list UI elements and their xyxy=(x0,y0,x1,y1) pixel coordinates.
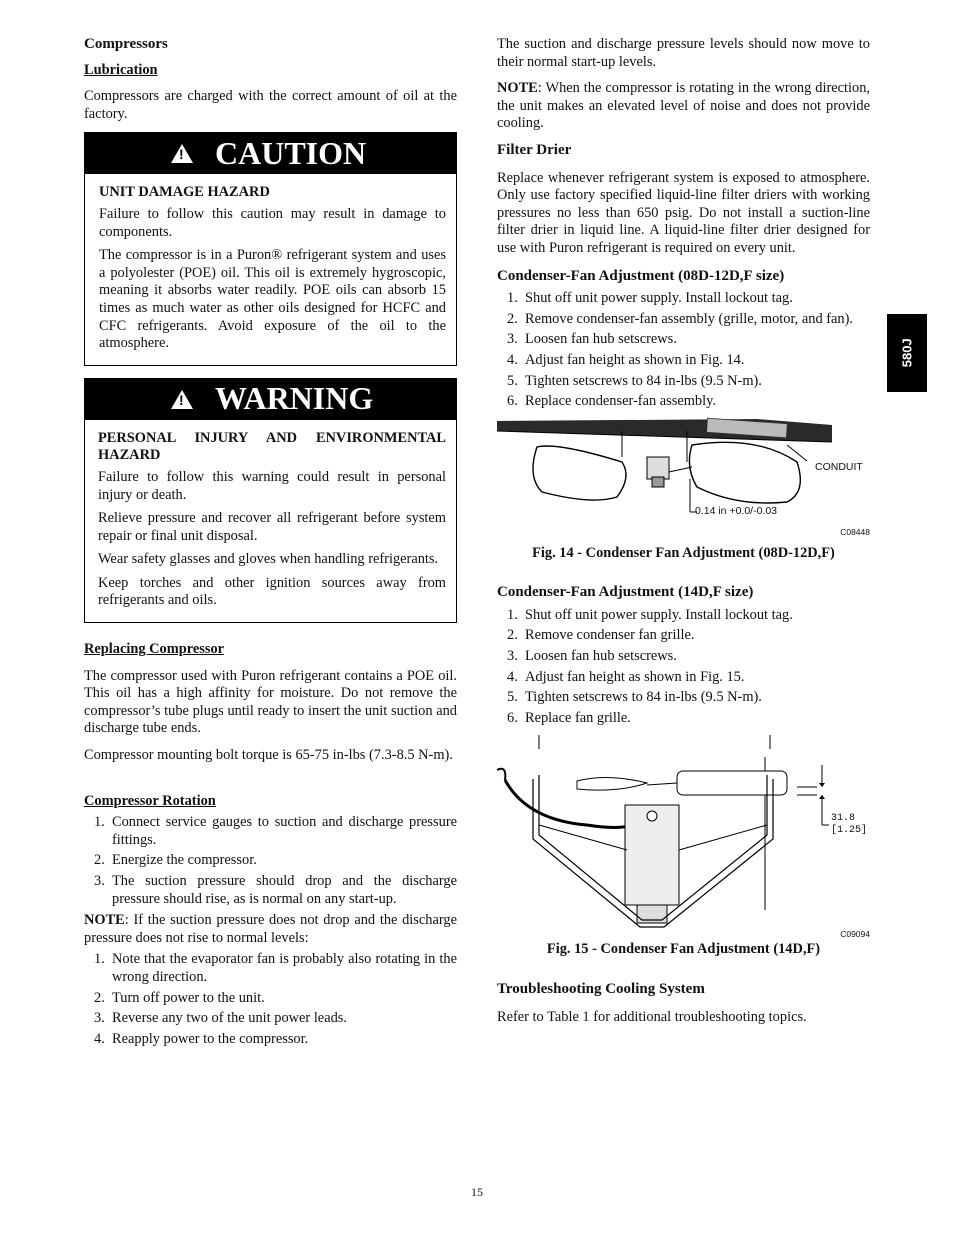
trouble-text: Refer to Table 1 for additional troubleshooting topics. xyxy=(497,1008,807,1025)
intro-text: The suction and discharge pressure levels should now move to their normal start-up levels. xyxy=(497,36,870,70)
fan2-heading: Condenser-Fan Adjustment (14D,F size) xyxy=(497,584,754,601)
lubrication-heading: Lubrication xyxy=(84,61,158,78)
list-item: 2. Energize the compressor. xyxy=(94,852,257,869)
fig15-dim-mm: 31.8 xyxy=(831,813,856,825)
caution-box xyxy=(84,132,457,365)
rotation-note: NOTE: If the suction pressure does not drop and the discharge pressure does not rise to normal levels: xyxy=(84,912,457,946)
torque-text: Compressor mounting bolt torque is 65-75 in-lbs (7.3-8.5 N-m). xyxy=(84,747,453,764)
side-tab xyxy=(887,314,927,392)
list-item: 6. Replace condenser-fan assembly. xyxy=(507,393,716,410)
fig15-caption: Fig. 15 - Condenser Fan Adjustment (14D,F) xyxy=(546,941,821,958)
fan2-steps xyxy=(497,607,870,728)
replacing-text: The compressor used with Puron refrigerant contains a POE oil. This oil has a high affinity for moisture. Do not remove the compressor’s tube plugs until ready to insert the unit suction and discharge tube ends. xyxy=(84,667,457,737)
list-item: 1. Connect service gauges to suction and discharge pressure fittings. xyxy=(94,814,457,848)
list-item: 2. Remove condenser-fan assembly (grille, motor, and fan). xyxy=(507,310,854,327)
list-item: 3. Reverse any two of the unit power leads. xyxy=(94,1010,347,1027)
left-column xyxy=(84,36,457,1052)
list-item: 6. Replace fan grille. xyxy=(507,709,631,726)
list-item: 3. Loosen fan hub setscrews. xyxy=(507,648,677,665)
list-item: 5. Tighten setscrews to 84 in-lbs (9.5 N-m). xyxy=(507,689,762,706)
list-item: 5. Tighten setscrews to 84 in-lbs (9.5 N-m). xyxy=(507,372,762,389)
warning-triangle-icon xyxy=(171,390,193,409)
fig15-dim-in: [1.25] xyxy=(831,825,868,837)
note-steps xyxy=(84,951,457,1048)
caution-title: CAUTION xyxy=(215,135,367,172)
fig14-dim-label: 0.14 in +0.0/-0.03 xyxy=(695,504,778,517)
warning-p3: Wear safety glasses and gloves when handling refrigerants. xyxy=(98,551,439,568)
list-item: 1. Shut off unit power supply. Install lockout tag. xyxy=(507,290,793,307)
caution-p1: Failure to follow this caution may result in damage to components. xyxy=(99,205,446,240)
list-item: 3. The suction pressure should drop and the discharge pressure should rise, as is normal on any start-up. xyxy=(94,873,457,907)
conduit-label: CONDUIT xyxy=(815,460,863,473)
rotation-note-right: NOTE: When the compressor is rotating in the wrong direction, the unit makes an elevated level of noise and does not provide cooling. xyxy=(497,80,870,132)
right-column xyxy=(497,36,870,1035)
caution-hazard: UNIT DAMAGE HAZARD xyxy=(99,184,270,201)
fig15-code: C09094 xyxy=(840,929,870,940)
caution-bar xyxy=(85,133,456,174)
fig14-caption: Fig. 14 - Condenser Fan Adjustment (08D-12D,F) xyxy=(532,544,835,561)
list-item: 4. Adjust fan height as shown in Fig. 15. xyxy=(507,668,745,685)
fig14-drawing xyxy=(497,417,870,545)
compressors-heading: Compressors xyxy=(84,36,168,52)
warning-hazard: PERSONAL INJURY AND ENVIRONMENTAL HAZARD xyxy=(98,429,446,464)
side-tab-label: 580J xyxy=(899,338,915,368)
figure-14 xyxy=(497,417,870,545)
fan1-steps xyxy=(497,290,870,411)
filter-heading: Filter Drier xyxy=(497,141,572,158)
list-item: 1. Note that the evaporator fan is probably also rotating in the wrong direction. xyxy=(94,951,457,985)
warning-p4: Keep torches and other ignition sources away from refrigerants and oils. xyxy=(98,574,446,609)
list-item: 3. Loosen fan hub setscrews. xyxy=(507,331,677,348)
warning-title: WARNING xyxy=(215,380,374,417)
list-item: 2. Turn off power to the unit. xyxy=(94,989,265,1006)
warning-triangle-icon xyxy=(171,144,193,163)
filter-text: Replace whenever refrigerant system is exposed to atmosphere. Only use factory specified liquid-line filter driers with working pressures no less than 650 psig. Do not install a suction-line filter drier in liquid line. A liquid-line filter drier designed for use with Puron refrigerant is required on every unit. xyxy=(497,169,870,256)
fig14-code: C08448 xyxy=(840,526,870,537)
caution-p2: The compressor is in a Puron® refrigerant system and uses a polyolester (POE) oil. This oil is extremely hygroscopic, meaning it absorbs water readily. POE oils can absorb 15 times as much water as other oils designed for HCFC and CFC refrigerants. Avoid exposure of the oil to the atmosphere. xyxy=(99,247,446,352)
fig15-drawing xyxy=(497,735,870,941)
list-item: 1. Shut off unit power supply. Install lockout tag. xyxy=(507,606,793,623)
page-number: 15 xyxy=(471,1185,483,1199)
rotation-steps xyxy=(84,814,457,908)
lubrication-text: Compressors are charged with the correct amount of oil at the factory. xyxy=(84,88,457,122)
list-item: 2. Remove condenser fan grille. xyxy=(507,627,695,644)
warning-p1: Failure to follow this warning could result in personal injury or death. xyxy=(98,468,446,503)
list-item: 4. Reapply power to the compressor. xyxy=(94,1030,309,1047)
trouble-heading: Troubleshooting Cooling System xyxy=(497,981,705,998)
figure-15 xyxy=(497,735,870,941)
rotation-heading: Compressor Rotation xyxy=(84,792,216,809)
replacing-heading: Replacing Compressor xyxy=(84,641,225,658)
list-item: 4. Adjust fan height as shown in Fig. 14. xyxy=(507,351,745,368)
fan1-heading: Condenser-Fan Adjustment (08D-12D,F size) xyxy=(497,267,785,284)
warning-bar xyxy=(85,379,456,420)
warning-p2: Relieve pressure and recover all refrigerant before system repair or final unit disposal. xyxy=(98,510,446,544)
warning-box xyxy=(84,378,457,623)
